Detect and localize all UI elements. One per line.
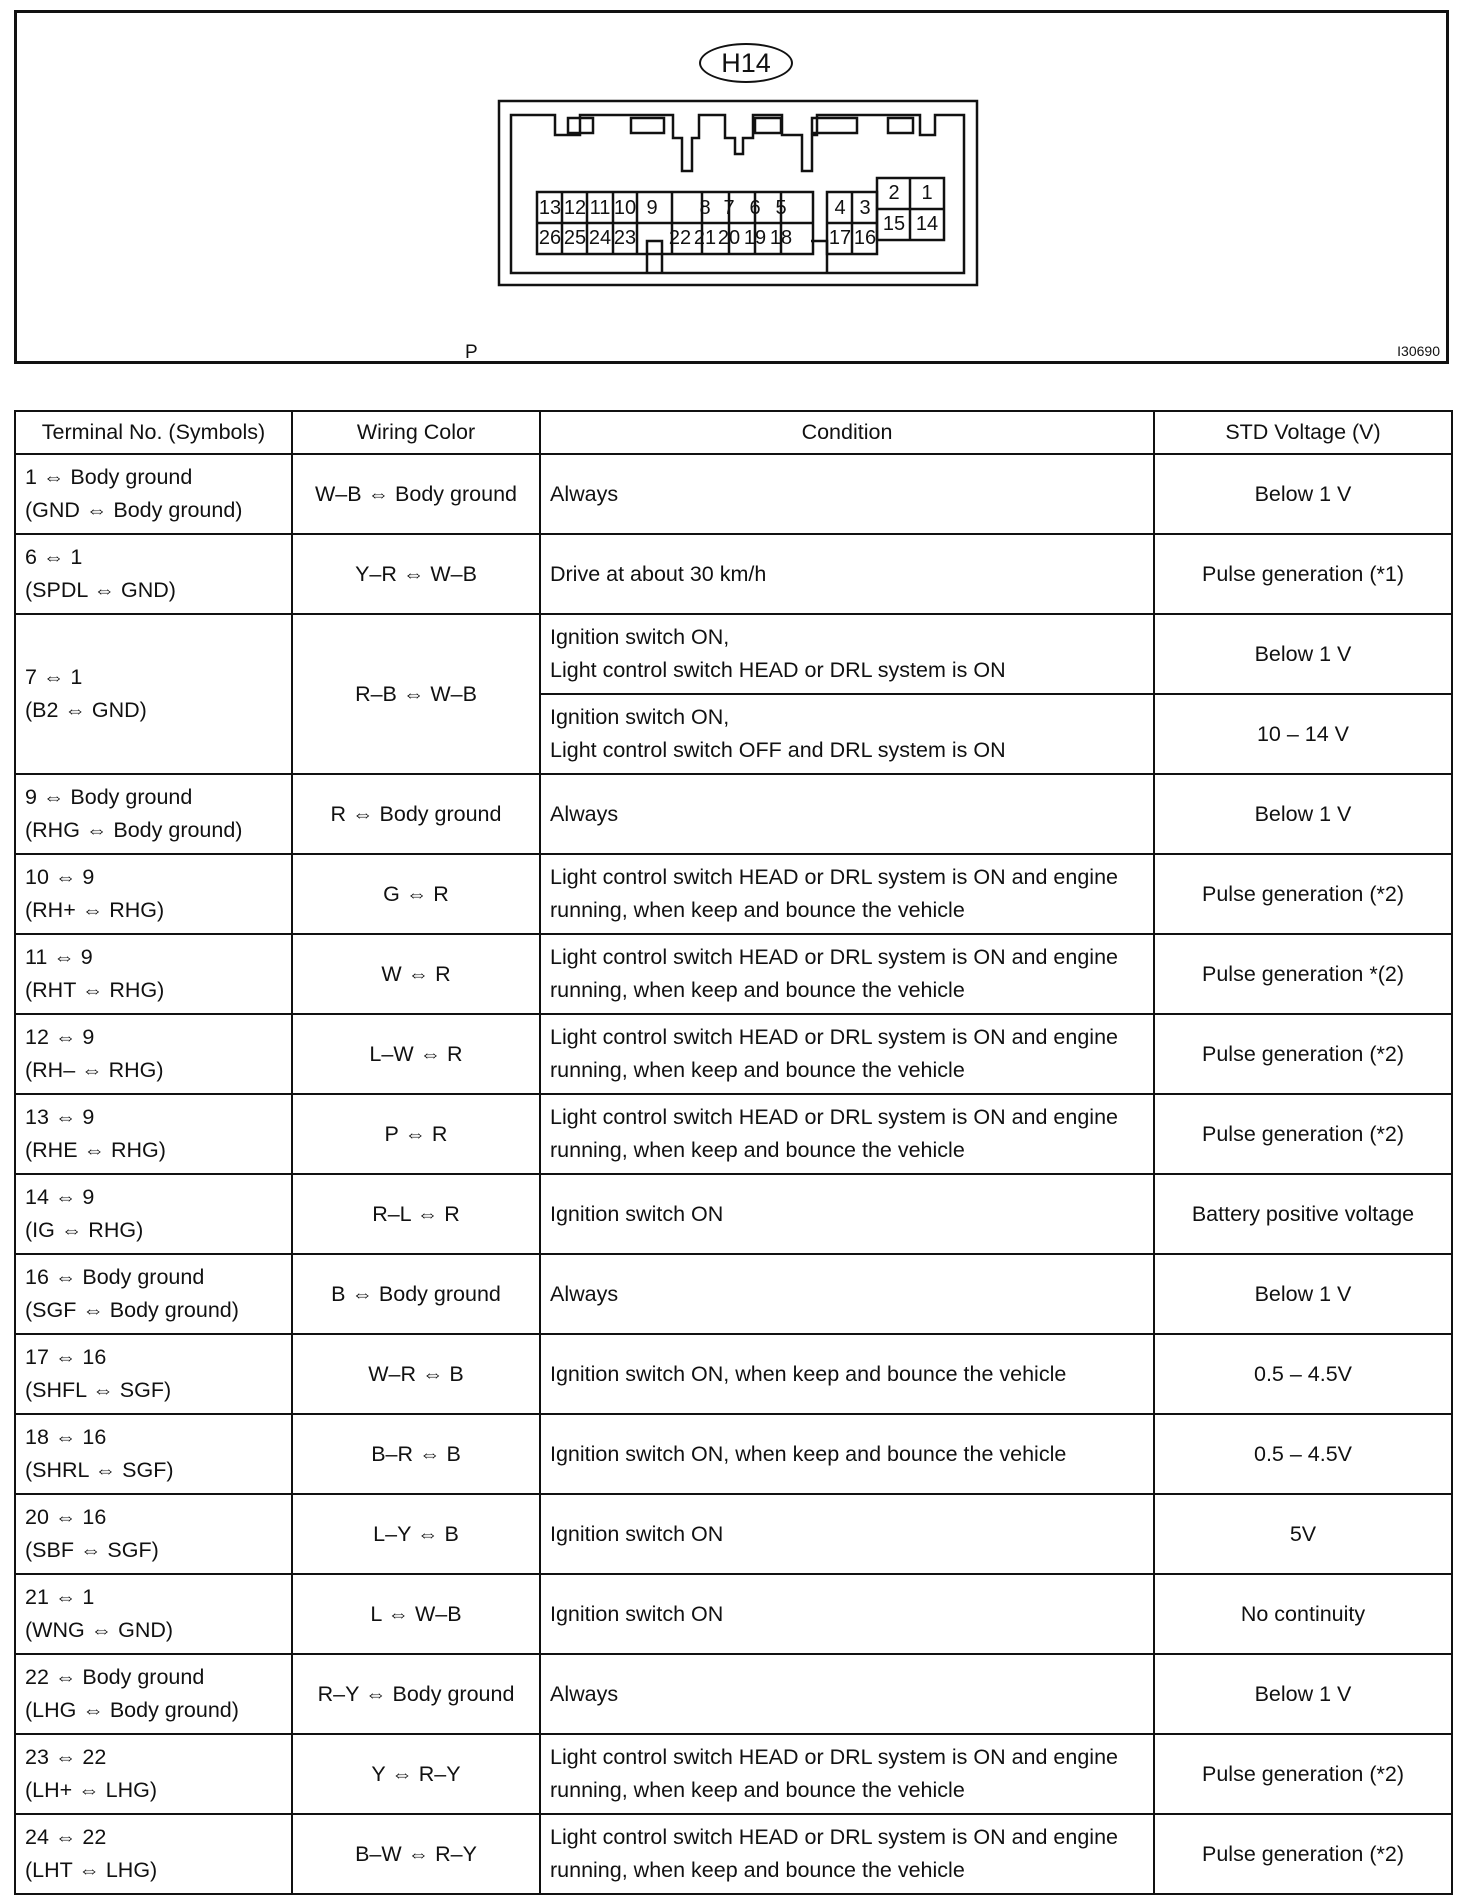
pin-label: 26 [538, 227, 562, 249]
terminal-cell [15, 1814, 292, 1894]
pin-label: 11 [589, 197, 611, 219]
std-voltage-cell: Battery positive voltage [1154, 1174, 1452, 1254]
wiring-color-cell: L–Y ⇔ B [292, 1494, 540, 1574]
pin-label: 15 [882, 213, 906, 235]
terminal-number: 21 ⇔ 1 [25, 1585, 95, 1609]
table-row [15, 1174, 1452, 1254]
std-voltage-cell: Pulse generation (*2) [1154, 1814, 1452, 1894]
terminal-cell [15, 1254, 292, 1334]
terminal-number: 9 ⇔ Body ground [25, 785, 193, 809]
wiring-color-cell: B–R ⇔ B [292, 1414, 540, 1494]
std-voltage-cell: Pulse generation (*2) [1154, 854, 1452, 934]
wiring-color-cell: R ⇔ Body ground [292, 774, 540, 854]
wiring-color-cell: R–B ⇔ W–B [292, 614, 540, 774]
terminal-number: 23 ⇔ 22 [25, 1745, 107, 1769]
condition-cell [540, 454, 1154, 534]
pin-label: 9 [646, 197, 658, 219]
wiring-color-cell: W–R ⇔ B [292, 1334, 540, 1414]
table-row [15, 1014, 1452, 1094]
condition-cell [540, 614, 1154, 694]
condition-cell [540, 1174, 1154, 1254]
terminal-number: 17 ⇔ 16 [25, 1345, 107, 1369]
std-voltage-cell: Below 1 V [1154, 774, 1452, 854]
std-voltage-cell: 10 – 14 V [1154, 694, 1452, 774]
connector-id: H14 [699, 43, 793, 83]
wiring-color-cell: L–W ⇔ R [292, 1014, 540, 1094]
condition-line: Light control switch HEAD or DRL system is ON and engine [550, 1025, 1118, 1049]
terminal-symbols: (SHFL ⇔ SGF) [25, 1378, 172, 1402]
pin-label: 17 [828, 227, 852, 249]
terminal-number: 16 ⇔ Body ground [25, 1265, 205, 1289]
header-terminal: Terminal No. (Symbols) [15, 411, 292, 454]
pin-label: 24 [588, 227, 612, 249]
condition-cell [540, 1494, 1154, 1574]
condition-line: Always [550, 1281, 619, 1306]
condition-line: Light control switch HEAD or DRL system is ON [550, 658, 1006, 682]
std-voltage-cell: 5V [1154, 1494, 1452, 1574]
std-voltage-cell: No continuity [1154, 1574, 1452, 1654]
terminal-symbols: (RH– ⇔ RHG) [25, 1058, 164, 1082]
pin-label: 2 [888, 182, 900, 204]
table-row [15, 1254, 1452, 1334]
condition-line: Light control switch HEAD or DRL system is ON and engine [550, 1825, 1118, 1849]
table-row [15, 1814, 1452, 1894]
std-voltage-cell: Below 1 V [1154, 1254, 1452, 1334]
table-body [15, 454, 1452, 1894]
terminal-symbols: (IG ⇔ RHG) [25, 1218, 144, 1242]
condition-line: Light control switch HEAD or DRL system is ON and engine [550, 1745, 1118, 1769]
pin-label: 1 [921, 182, 933, 204]
std-voltage-cell: Below 1 V [1154, 1654, 1452, 1734]
pin-label: 19 [743, 227, 767, 249]
terminal-cell [15, 1574, 292, 1654]
terminal-symbols: (LHG ⇔ Body ground) [25, 1698, 239, 1722]
wiring-color-cell: B–W ⇔ R–Y [292, 1814, 540, 1894]
pin-label: 22 [668, 227, 692, 249]
condition-line: Always [550, 1681, 619, 1706]
terminal-spec-table [14, 410, 1453, 1895]
terminal-cell [15, 534, 292, 614]
pin-label: 12 [563, 197, 587, 219]
condition-cell [540, 1334, 1154, 1414]
condition-line: running, when keep and bounce the vehicle [550, 898, 965, 922]
terminal-symbols: (SPDL ⇔ GND) [25, 578, 176, 602]
condition-cell [540, 1254, 1154, 1334]
condition-cell [540, 1014, 1154, 1094]
std-voltage-cell: Pulse generation (*2) [1154, 1734, 1452, 1814]
pin-label: 14 [915, 213, 939, 235]
condition-line: Ignition switch ON, [550, 625, 730, 649]
terminal-symbols: (RHG ⇔ Body ground) [25, 818, 243, 842]
pin-label: 3 [859, 197, 871, 219]
terminal-symbols: (RHT ⇔ RHG) [25, 978, 165, 1002]
pin-label: 13 [538, 197, 562, 219]
table-row [15, 854, 1452, 934]
terminal-cell [15, 1174, 292, 1254]
terminal-number: 12 ⇔ 9 [25, 1025, 95, 1049]
wiring-color-cell: G ⇔ R [292, 854, 540, 934]
condition-line: Light control switch OFF and DRL system is ON [550, 738, 1006, 762]
condition-cell [540, 534, 1154, 614]
condition-cell [540, 1654, 1154, 1734]
condition-line: Always [550, 801, 619, 826]
condition-line: Ignition switch ON [550, 1601, 724, 1626]
condition-line: Ignition switch ON [550, 1521, 724, 1546]
pin-label: 4 [834, 197, 846, 219]
condition-cell [540, 854, 1154, 934]
condition-line: Ignition switch ON, when keep and bounce the vehicle [550, 1441, 1067, 1466]
table-row [15, 1414, 1452, 1494]
condition-line: Ignition switch ON, when keep and bounce the vehicle [550, 1361, 1067, 1386]
terminal-symbols: (LHT ⇔ LHG) [25, 1858, 158, 1882]
terminal-symbols: (SHRL ⇔ SGF) [25, 1458, 174, 1482]
table-row [15, 454, 1452, 534]
std-voltage-cell: Pulse generation (*2) [1154, 1014, 1452, 1094]
std-voltage-cell: 0.5 – 4.5V [1154, 1414, 1452, 1494]
header-wiring-color: Wiring Color [292, 411, 540, 454]
pin-label: 10 [613, 197, 637, 219]
terminal-cell [15, 1414, 292, 1494]
wiring-color-cell: P ⇔ R [292, 1094, 540, 1174]
terminal-cell [15, 774, 292, 854]
terminal-cell [15, 1094, 292, 1174]
pin-label: 18 [769, 227, 793, 249]
condition-cell [540, 934, 1154, 1014]
table-row [15, 934, 1452, 1014]
table-row [15, 1334, 1452, 1414]
condition-line: Light control switch HEAD or DRL system is ON and engine [550, 1105, 1118, 1129]
table-row [15, 1734, 1452, 1814]
std-voltage-cell: Pulse generation *(2) [1154, 934, 1452, 1014]
terminal-number: 22 ⇔ Body ground [25, 1665, 205, 1689]
terminal-number: 1 ⇔ Body ground [25, 465, 193, 489]
terminal-cell [15, 854, 292, 934]
pin-label: 25 [563, 227, 587, 249]
header-condition: Condition [540, 411, 1154, 454]
terminal-symbols: (LH+ ⇔ LHG) [25, 1778, 158, 1802]
table-header-row [15, 411, 1452, 454]
condition-line: running, when keep and bounce the vehicle [550, 1138, 965, 1162]
terminal-number: 24 ⇔ 22 [25, 1825, 107, 1849]
connector-color-code: P [465, 342, 478, 363]
pin-label: 5 [775, 197, 787, 219]
wiring-color-cell: B ⇔ Body ground [292, 1254, 540, 1334]
condition-cell [540, 1414, 1154, 1494]
terminal-number: 13 ⇔ 9 [25, 1105, 95, 1129]
condition-cell [540, 1734, 1154, 1814]
figure-code: I30690 [1397, 343, 1440, 359]
wiring-color-cell: W ⇔ R [292, 934, 540, 1014]
pin-label: 23 [613, 227, 637, 249]
terminal-cell [15, 1494, 292, 1574]
terminal-cell [15, 934, 292, 1014]
condition-line: Light control switch HEAD or DRL system is ON and engine [550, 865, 1118, 889]
condition-line: running, when keep and bounce the vehicle [550, 1858, 965, 1882]
terminal-symbols: (RHE ⇔ RHG) [25, 1138, 166, 1162]
terminal-cell [15, 1734, 292, 1814]
std-voltage-cell: 0.5 – 4.5V [1154, 1334, 1452, 1414]
pin-label: 21 [693, 227, 717, 249]
terminal-cell [15, 1654, 292, 1734]
terminal-symbols: (SGF ⇔ Body ground) [25, 1298, 239, 1322]
terminal-number: 20 ⇔ 16 [25, 1505, 107, 1529]
std-voltage-cell: Pulse generation (*1) [1154, 534, 1452, 614]
table-row [15, 614, 1452, 694]
terminal-cell [15, 1334, 292, 1414]
terminal-symbols: (GND ⇔ Body ground) [25, 498, 243, 522]
table-row [15, 1094, 1452, 1174]
terminal-number: 6 ⇔ 1 [25, 545, 83, 569]
wiring-color-cell: W–B ⇔ Body ground [292, 454, 540, 534]
condition-cell [540, 1574, 1154, 1654]
terminal-symbols: (B2 ⇔ GND) [25, 698, 147, 722]
wiring-color-cell: L ⇔ W–B [292, 1574, 540, 1654]
table-row [15, 774, 1452, 854]
std-voltage-cell: Pulse generation (*2) [1154, 1094, 1452, 1174]
std-voltage-cell: Below 1 V [1154, 454, 1452, 534]
wiring-color-cell: Y–R ⇔ W–B [292, 534, 540, 614]
wiring-color-cell: R–L ⇔ R [292, 1174, 540, 1254]
table-row [15, 1574, 1452, 1654]
pin-label: 6 [749, 197, 761, 219]
terminal-cell [15, 614, 292, 774]
terminal-number: 10 ⇔ 9 [25, 865, 95, 889]
terminal-symbols: (RH+ ⇔ RHG) [25, 898, 165, 922]
pin-label: 20 [717, 227, 741, 249]
condition-line: Ignition switch ON [550, 1201, 724, 1226]
condition-line: Light control switch HEAD or DRL system is ON and engine [550, 945, 1118, 969]
condition-line: running, when keep and bounce the vehicle [550, 1058, 965, 1082]
condition-cell [540, 694, 1154, 774]
std-voltage-cell: Below 1 V [1154, 614, 1452, 694]
table-row [15, 534, 1452, 614]
terminal-number: 14 ⇔ 9 [25, 1185, 95, 1209]
terminal-number: 11 ⇔ 9 [25, 945, 93, 969]
condition-cell [540, 774, 1154, 854]
condition-cell [540, 1094, 1154, 1174]
header-std-voltage: STD Voltage (V) [1154, 411, 1452, 454]
condition-line: Ignition switch ON, [550, 705, 730, 729]
condition-line: running, when keep and bounce the vehicle [550, 978, 965, 1002]
condition-line: Drive at about 30 km/h [550, 561, 767, 586]
table-row [15, 1654, 1452, 1734]
pin-label: 16 [853, 227, 877, 249]
condition-cell [540, 1814, 1154, 1894]
terminal-cell [15, 1014, 292, 1094]
wiring-color-cell: R–Y ⇔ Body ground [292, 1654, 540, 1734]
pin-label: 7 [723, 197, 735, 219]
wiring-color-cell: Y ⇔ R–Y [292, 1734, 540, 1814]
condition-line: running, when keep and bounce the vehicle [550, 1778, 965, 1802]
terminal-cell [15, 454, 292, 534]
table-row [15, 1494, 1452, 1574]
terminal-number: 18 ⇔ 16 [25, 1425, 107, 1449]
pin-label: 8 [699, 197, 711, 219]
connector-diagram [14, 10, 1449, 364]
condition-line: Always [550, 481, 619, 506]
terminal-number: 7 ⇔ 1 [25, 665, 83, 689]
terminal-symbols: (SBF ⇔ SGF) [25, 1538, 159, 1562]
terminal-symbols: (WNG ⇔ GND) [25, 1618, 174, 1642]
